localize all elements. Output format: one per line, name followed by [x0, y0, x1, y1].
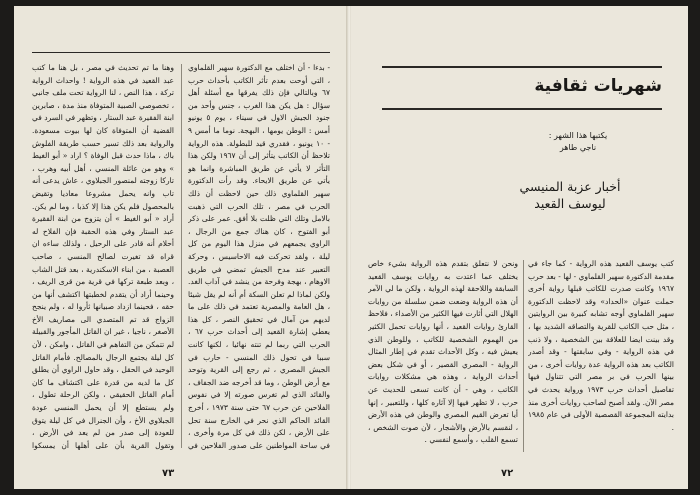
right-page: [351, 6, 688, 489]
section-title: شهريات ثقافية: [534, 76, 662, 96]
left-page: [14, 6, 349, 489]
article-title-line2: ليوسف القعيد: [534, 196, 606, 211]
column-divider: [523, 260, 524, 452]
text-column-left: ونحن لا نتعلق بتقدم هذه الرواية بشيء خاص يختلف عما اعتدت به روايات يوسف القعيد السابقة واللاحقة لهذه الرواية ، ولكن ما لي الآمر أن هذه الرواية وضعت ضمن سلسلة من روايات الهلال التي أثارت فيها الكثير من الأصداء ، فلاحظ القارئ روايات القعيد ، أنها روايات تحمل الكثير من الهموم الشخصية للكاتب ، وللوطن الذي يعيش فيه ، وكل الأحداث تقدم في إطار المثال الرواية - المصري القصير ، أو في شكل بعض أحداث الرواية ، وهذه هي مشكلات روايات الكاتب ، وهي - أن كانت تسعى للحديث عن حرب ، لا تظهر فيها إلا آثاره كلها ، وللتعبير ، إنها أيا تعرض القيم المصري والوطن في هذه الأرض ، لنقسم بالأرض والأشجار ، لأن صوت الشخص ، تسمع القلب ، وأسمع لنفسي .: [368, 259, 518, 445]
text-column-left: وهنا ما تم تحديث في مصر ، بل هنا ما كتب عبد القعيد في هذه الرواية ! واحداث الرواية تركة ، هذا النص ، لنا الرواية تحت ملف جانبي ، تخصوصي الصبية المتوفاة منذ مدة ، صابرين ابنة الفقيرة عبد الستار ، وتظهر في السرد في القضية أن المتوفاة كان لها بيوت مسعودة. والرواية بعد ذلك تسير حسب طريقة الفلوش باك ، ماذا حدث قبل الوفاة ؟ اراد « أبو الغيط » وهو من عائلة المنسي ، أهل أبيه وهرب ، تاركا زوجته لمنصور الجبلاوي ، عاش يدعى أنه تاب وانه يحمل مشروعا معاديا وتقيض بالمحصول فلم يكن هذا إلا كذبا ، وما لم يكن. أراد « أبو الغيط » أن يتزوج من ابنة الفقيرة عبد الستار وفي هذه الحقبة فإن الفلاح له أحلام أنه قادر على الرحيل ، ولذلك ساءه ان قراه قد تغيرت لصالح المنسي ، صاحب العصبة ، من ابناء الاسكندرية ، بعد قتل الشاب ، وبعد طبعة تركها في قرية من قرى الريف ، وحينما أراد أن يتقدم لخطبتها اكتشف أنها من حقه ، فحينما ازداد صبيانها ثأروا له ، ولم ينجح الزواج قد تم المتصدي الى مصاريف الأخ الأصغر ، ناجيا ، غير ان القاتل المأجور والقبيلة لم تتمكن من التفاهم في القاتل ، وامكن ، لأن كل ليلة يجتمع الرجال بالمصالح. فأمام القاتل الوحيد في الحقل ، وقد حاول الراوي أن يطلق كل ما لديه من قدرة على اكتشاف ما كان أمام القاتل الحقيقي ، ولكن الرحلة تطول ، ولم يستطع إلا أن يحمل المنسي عودة الجبلاوي الأخ ، وأن الجنرال في كل ليلة يتوق للعودة إلى صدر من لم يعد في الأرض ، وتقول القرية بأن على أهلها أن يمسكوا: [32, 63, 174, 450]
text-column-right: - بدءا - أن اختلف مع الدكتورة سهير القلماوي ، التي أوحت بعدم تأثر الكاتب بأحداث حرب ٦٧ وبالتالي فإن ذلك يفرقها مع أسئلة أهل سؤال : هل يكن هذا الغرب ، جنس وأحد من جنود الجيش الاول في سيناء ، يوم ٥ يونيو أمس : الوطن يومها ، البهجة. نوما ما أمس ٩ - ١٠ يونيو ، فقدري قيد للبطولة. هذه الرواية تلاحظ أن الكاتب يتأثر إلى أن ١٩٦٧ ولكن هذا التأثر لا يأتي عن طريق المباشرة وانما هو يأتي عن طريق الايحاء. وقد رأت الدكتورة سهير القلماوي ذلك حين لاحظت أن ذلك الحرب في مصر ، تلك الحرب التي ذهبت بالامل وتلك التي ظلت بلا أفق. عمر على ذكر أبو الفتوح ، كان هناك جمع من الرجال ، الراوي يجمعهم في منزل هذا اليوم من كل ليلة ، ولقد تحركت فيه الاحاسيس ، وحركة التعبير عند مدح الجيش تمضي في طريق الاوهام ، بهجة وفرحة من ينشد في آداب الغد. ولكن لماذا لم تعلن السكة أم أنه لم يقل شيئا ، هل العامة والمصرية تعتمد في ذلك على ما لديهم من آمال في تحقيق النصر ، كل هذا يعطي إشارة القعيد إلى أحداث حرب ٦٧ ، الحرب التي ربما لم تنته نهائيا ، لكنها كانت سببا في تحول ذلك المنسي - حارب في الجيش المصري ، ثم رجع إلى القرية وتوحد مع أرض الوطن ، وما قد أخرجه ضد الجفاف ، والقائد الذي لم تغرس صورته إلا في نفوس الفلاحين عن حرب ٦٧ حتى سنة ١٩٧٣ ، أخرج القائد الحاكم الذي نحر في الخارج سنة تحل على الأرض ، لكن ذلك في كل مرة وأخرى ، في ساحة المواطنين على صدور الفلاحين في: [188, 63, 330, 450]
page-number: ٧٣: [162, 468, 175, 479]
title-rule-bottom: [382, 108, 662, 110]
article-title-line1: أخبار عزبة المنيسي: [519, 179, 621, 194]
top-rule: [32, 52, 330, 53]
article-title: [480, 178, 660, 212]
author-name: ناجي طاهر: [559, 143, 597, 152]
title-rule-top: [382, 66, 662, 68]
author-intro: [518, 130, 638, 154]
text-column-right: كتب يوسف القعيد هذه الرواية - كما جاء في مقدمة الدكتورة سهير القلماوي - لها - بعد حرب ١٩٦٧ وكانت صدرت للكاتب قبلها رواية أخرى حملت عنوان «الحداد» وقد لاحظت الدكتورة سهير القلماوي أوجه تشابه كبيرة بين الروايتين ، مثل حب الكاتب للقرية والتصاقه الشديد بها ، وقد بينت ايضا للعلاقة بين الشخصية ، ولا ذنب في هذه الرواية - وفي سابقتها - وقد أصدر الكاتب بعد هذه الرواية عدة روايات أخرى ، من بينها الحرب في بر مصر التي تتناول فيها تفاصيل أحداث حرب ١٩٧٣ ورواية يحدث في مصر الآن. ولقد أصبح لصاحب روايات أخرى منذ بدايته المجموعة القصصية الأولى في عام ١٩٨٥ .: [528, 259, 674, 432]
intro-label: يكتبها هذا الشهر :: [548, 131, 608, 140]
page-number: ٧٢: [501, 468, 514, 479]
column-divider: [181, 64, 182, 448]
